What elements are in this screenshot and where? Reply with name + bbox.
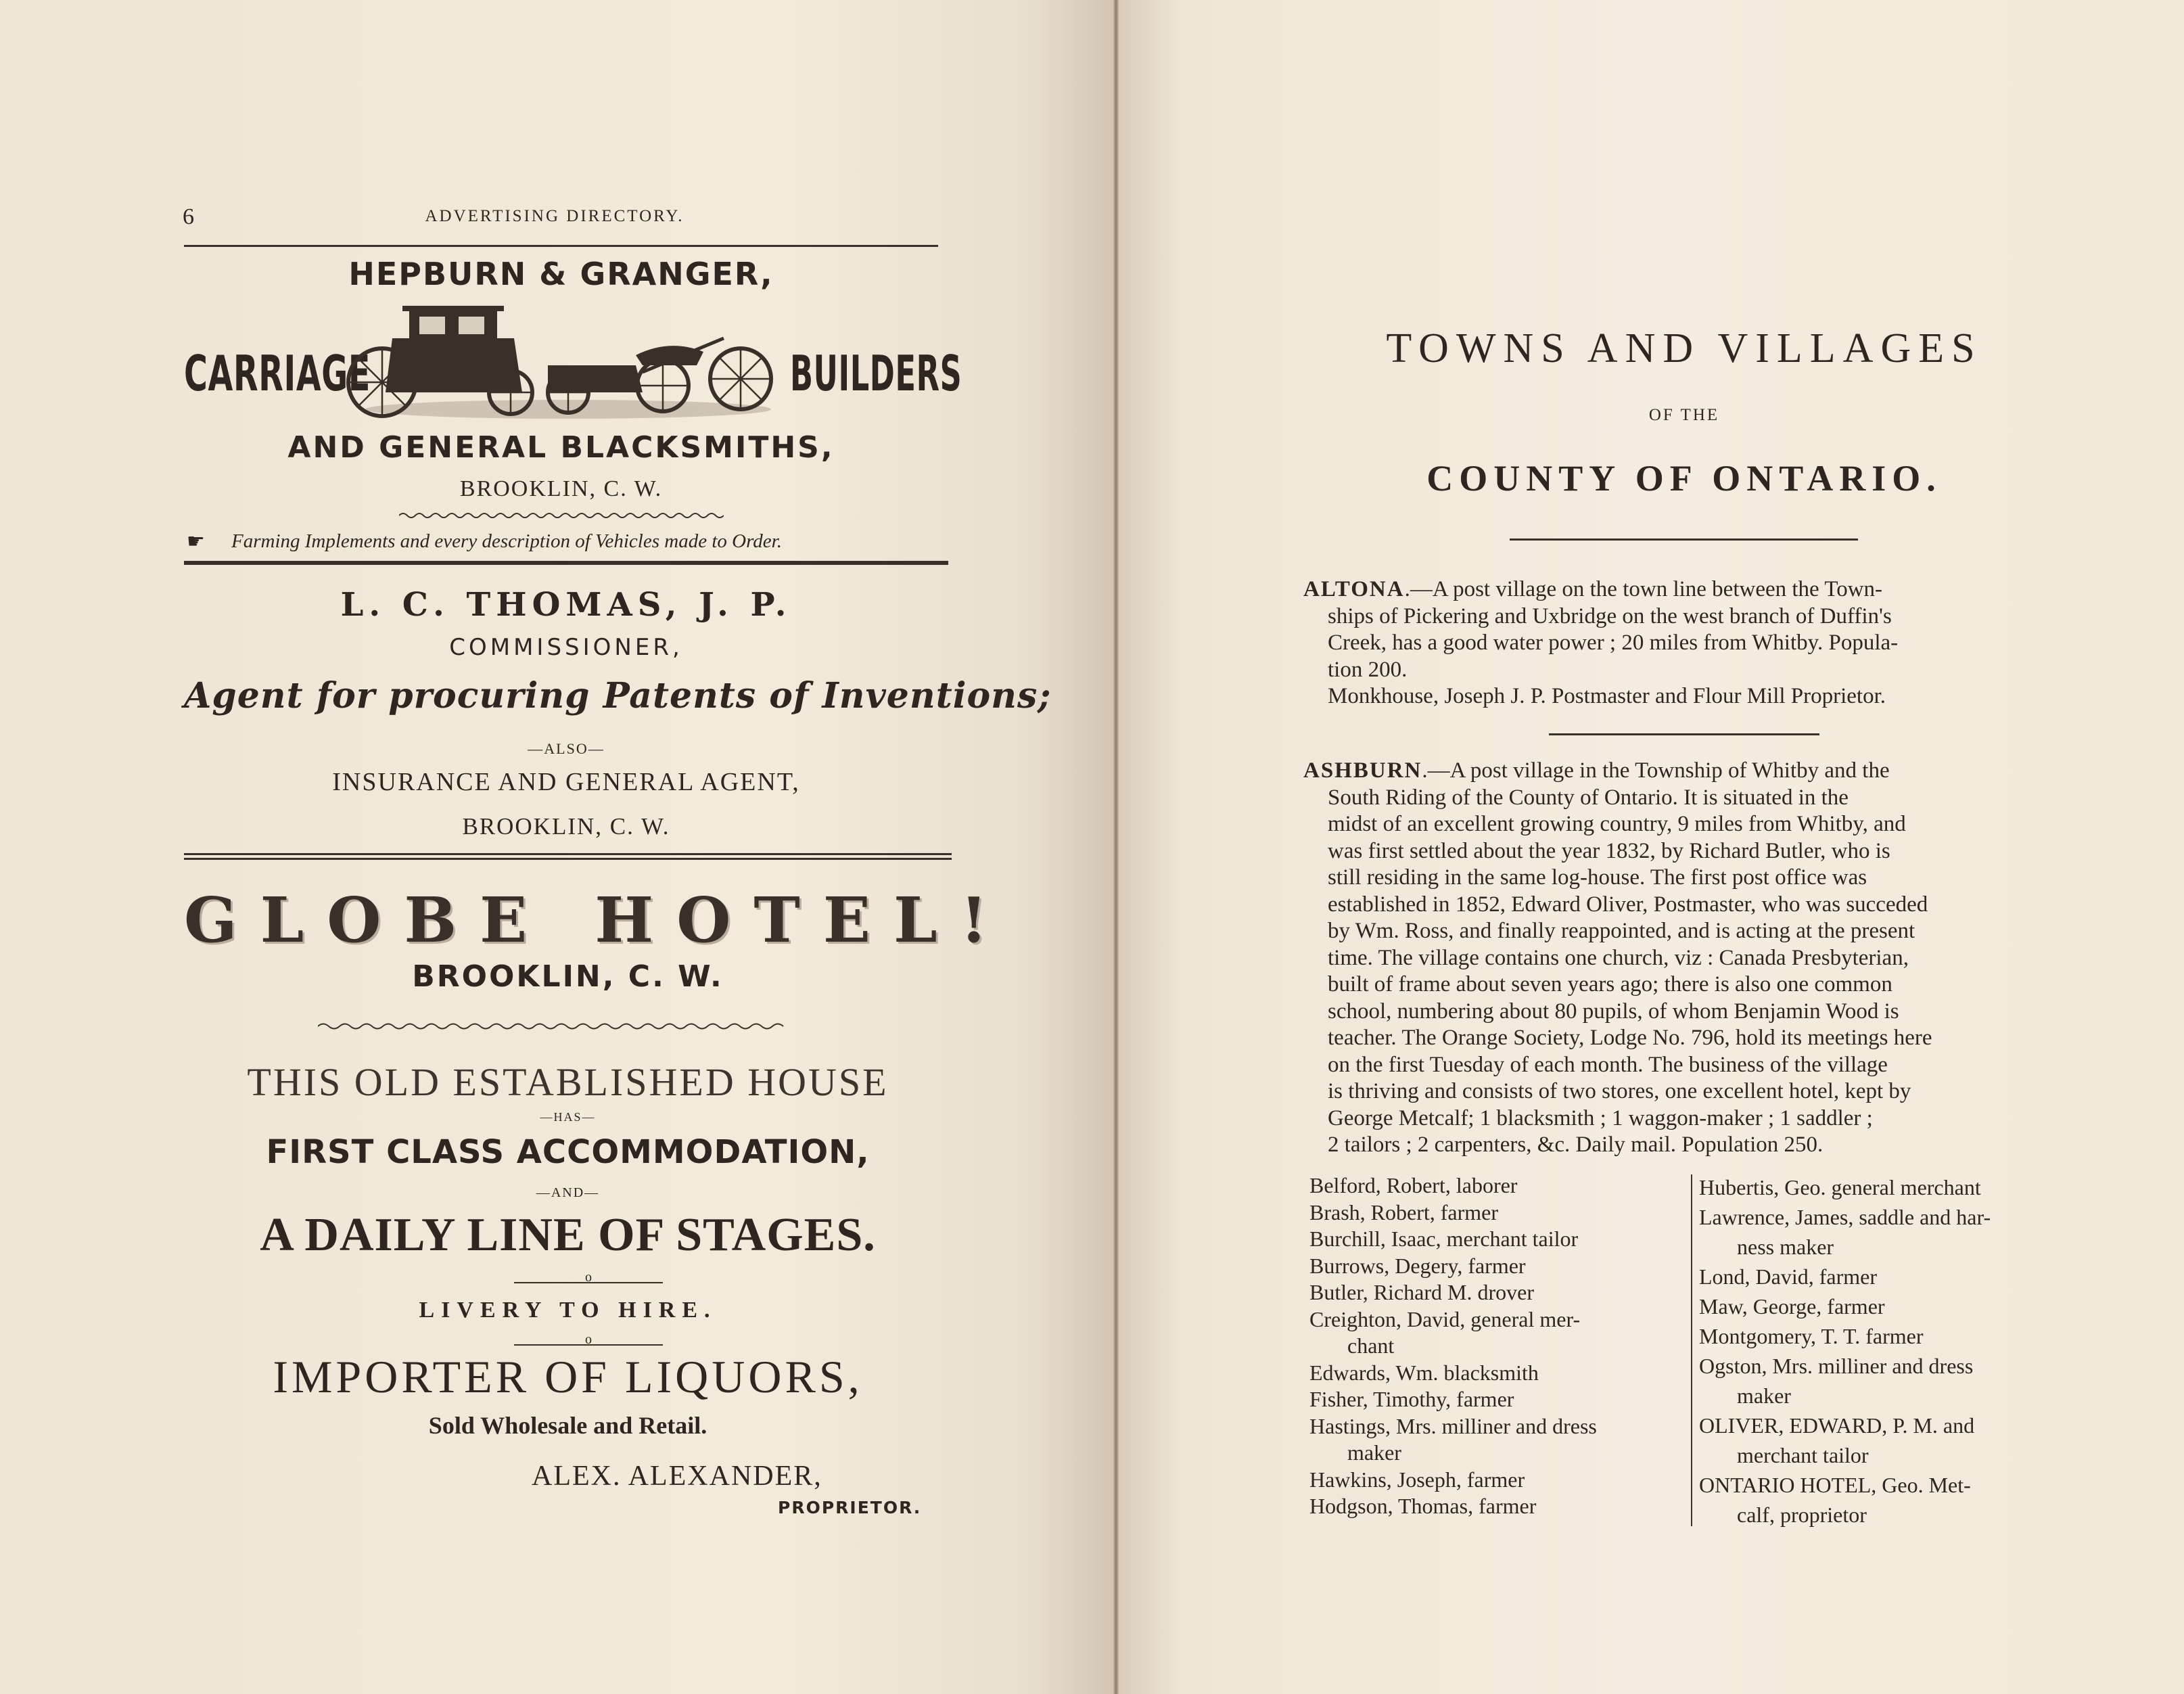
residents-right-column [1699,1172,2078,1530]
resident-entry: Hawkins, Joseph, farmer [1309,1467,1525,1492]
rule-dot-1: o [585,1270,592,1285]
ad-thomas-place: BROOKLIN, C. W. [462,813,670,840]
ad-thomas-also: —ALSO— [528,740,605,757]
resident-entry: Lond, David, farmer [1699,1264,1878,1289]
pointing-hand-icon: ☛ [187,530,205,553]
ad-rule-2b [184,858,952,860]
section-county: COUNTY OF ONTARIO. [1426,458,1942,499]
ad-hepburn-place: BROOKLIN, C. W. [459,476,663,501]
resident-entry: Burchill, Isaac, merchant tailor [1309,1227,1579,1251]
resident-entry: Fisher, Timothy, farmer [1309,1387,1514,1411]
ashburn-line: George Metcalf; 1 blacksmith ; 1 waggon-maker ; 1 saddler ; [1328,1105,1873,1130]
ad-thomas-agent: Agent for procuring Patents of Inventions; [184,675,1052,716]
ashburn-line: still residing in the same log-house. The first post office was [1328,865,1867,890]
ashburn-line: South Riding of the County of Ontario. It is situated in the [1328,785,1849,810]
resident-entry-continued: chant [1347,1333,1395,1358]
ad-blacksmiths-line: AND GENERAL BLACKSMITHS, [287,430,835,465]
ashburn-line: was first settled about the year 1832, by Richard Butler, who is [1328,838,1890,863]
resident-entry: Hodgson, Thomas, farmer [1309,1494,1537,1518]
resident-entry: Hubertis, Geo. general merchant [1699,1175,1981,1199]
ad-hotel-and: —AND— [536,1185,600,1200]
altona-line-2: ships of Pickering and Uxbridge on the west branch of Duffin's [1328,603,1892,628]
resident-entry: Edwards, Wm. blacksmith [1309,1360,1539,1385]
altona-name: ALTONA [1303,577,1405,601]
ashburn-line: time. The village contains one church, viz : Canada Presbyterian, [1328,945,1909,970]
ad-hotel-sold: Sold Wholesale and Retail. [428,1412,707,1439]
section-subtitle: OF THE [1648,406,1720,424]
ashburn-line-1: ASHBURN.—A post village in the Township of Whitby and the [1303,758,1890,783]
ashburn-line: midst of an excellent growing country, 9 miles from Whitby, and [1328,812,1906,836]
ad-hotel-place: BROOKLIN, C. W. [412,959,724,994]
ad-rule-2a [184,853,952,855]
wavy-divider-2 [318,1022,791,1031]
resident-entry-continued: ness maker [1737,1235,1834,1259]
resident-entry: Creighton, David, general mer- [1309,1306,1581,1331]
resident-entry: OLIVER, EDWARD, P. M. and [1699,1413,1975,1438]
ad-hotel-proprietor-title: PROPRIETOR. [778,1498,922,1517]
section-title: TOWNS AND VILLAGES [1386,325,1982,371]
altona-line-3: Creek, has a good water power ; 20 miles from Whitby. Popula- [1328,631,1899,655]
resident-entry: Hastings, Mrs. milliner and dress [1309,1413,1597,1438]
wavy-divider [399,511,724,520]
ad-hepburn-note: Farming Implements and every description of Vehicles made to Order. [231,530,782,552]
ad-firm-name: HEPBURN & GRANGER, [348,256,774,292]
ashburn-line: school, numbering about 80 pupils, of whom Benjamin Wood is [1328,999,1899,1024]
ad-thomas-title: COMMISSIONER, [449,634,683,661]
ashburn-line: by Wm. Ross, and finally reappointed, and is acting at the present [1328,919,1915,943]
resident-entry: ONTARIO HOTEL, Geo. Met- [1699,1473,1971,1497]
entry-rule [1549,733,1819,735]
header-rule [184,245,938,247]
column-divider [1691,1174,1692,1526]
resident-entry: Montgomery, T. T. farmer [1699,1324,1924,1348]
title-rule [1510,539,1858,541]
ad-hotel-stages: A DAILY LINE OF STAGES. [260,1209,876,1261]
ad-hotel-importer: IMPORTER OF LIQUORS, [273,1351,863,1402]
altona-resident: Monkhouse, Joseph J. P. Postmaster and Flour Mill Proprietor. [1328,684,1886,708]
rule-dot-2: o [585,1332,592,1347]
ad-hotel-livery: LIVERY TO HIRE. [419,1298,717,1323]
ad-hotel-house: THIS OLD ESTABLISHED HOUSE [247,1060,889,1104]
carriage-illustration [345,298,785,423]
resident-entry: Butler, Richard M. drover [1309,1280,1534,1304]
altona-line-4: tion 200. [1328,657,1408,682]
ashburn-line: established in 1852, Edward Oliver, Postmaster, who was succeded [1328,892,1928,917]
ad-hotel-accommodation: FIRST CLASS ACCOMMODATION, [266,1133,870,1171]
resident-entry-continued: calf, proprietor [1737,1503,1867,1527]
resident-entry: Ogston, Mrs. milliner and dress [1699,1354,1974,1378]
ad-hotel-has: —HAS— [540,1110,596,1124]
resident-entry: Burrows, Degery, farmer [1309,1253,1526,1278]
resident-entry: Brash, Robert, farmer [1309,1199,1499,1224]
ad-carriage-word: CARRIAGE [184,345,371,402]
ashburn-line: is thriving and consists of two stores, one excellent hotel, kept by [1328,1079,1911,1103]
resident-entry-continued: maker [1737,1383,1791,1408]
resident-entry: Lawrence, James, saddle and har- [1699,1205,1991,1229]
ad-builders-word: BUILDERS [790,345,962,402]
resident-entry-continued: merchant tailor [1737,1443,1869,1467]
ad-thomas-insurance: INSURANCE AND GENERAL AGENT, [332,768,800,796]
page-number: 6 [183,204,194,229]
ashburn-name: ASHBURN [1303,758,1422,783]
ashburn-entry [1303,758,2071,1159]
ad-hotel-name: GLOBE HOTEL! [184,884,1011,957]
resident-entry: Maw, George, farmer [1699,1294,1885,1319]
resident-entry-continued: maker [1347,1440,1401,1465]
ad-hotel-proprietor-name: ALEX. ALEXANDER, [532,1461,822,1492]
running-head: ADVERTISING DIRECTORY. [425,207,684,225]
ad-thomas-name: L. C. THOMAS, J. P. [340,586,792,624]
residents-left-column [1309,1172,1688,1520]
altona-entry [1303,576,2071,710]
ashburn-line: built of frame about seven years ago; there is also one common [1328,972,1892,997]
ashburn-line: 2 tailors ; 2 carpenters, &c. Daily mail. Population 250. [1328,1132,1823,1157]
book-gutter [1113,0,1119,1694]
resident-entry: Belford, Robert, laborer [1309,1173,1518,1197]
ashburn-line: on the first Tuesday of each month. The business of the village [1328,1052,1888,1077]
ad-rule-1 [184,561,948,565]
ashburn-line: teacher. The Orange Society, Lodge No. 796, hold its meetings here [1328,1026,1932,1050]
altona-line-1: ALTONA.—A post village on the town line between the Town- [1303,577,1883,601]
